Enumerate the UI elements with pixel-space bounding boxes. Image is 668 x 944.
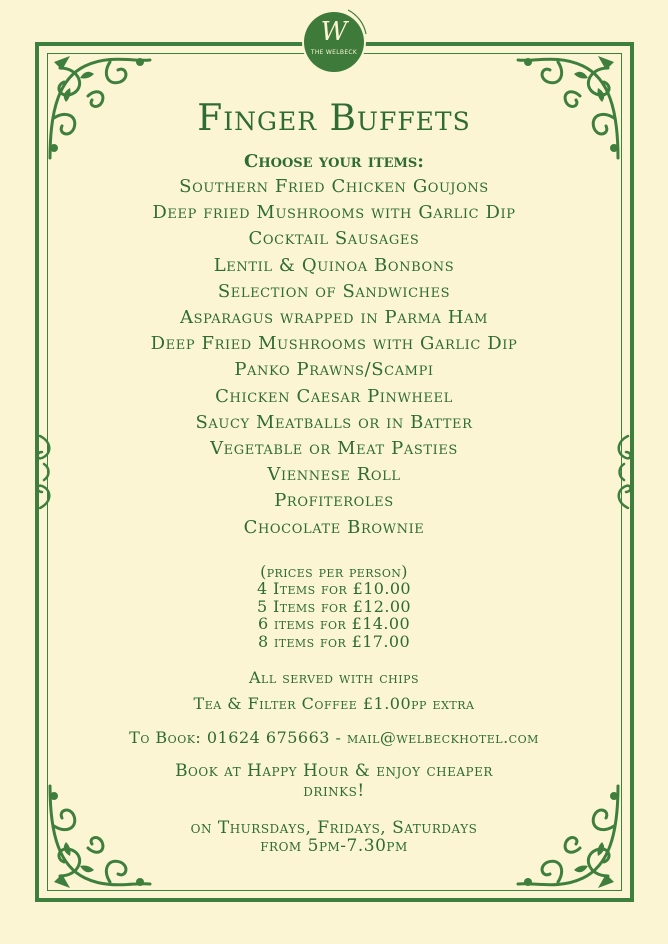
served-note: All served with chips — [248, 668, 420, 688]
opening-days — [60, 819, 608, 855]
price-tier: 5 Items for £12.00 — [256, 596, 412, 616]
tea-coffee-note: Tea & Filter Coffee £1.00pp extra — [193, 694, 475, 714]
price-tier: 6 items for £14.00 — [257, 614, 411, 634]
price-tier: 4 Items for £10.00 — [256, 579, 412, 599]
price-list — [60, 563, 608, 651]
menu-content — [60, 96, 608, 855]
menu-item: Asparagus wrapped in Parma Ham — [180, 307, 488, 329]
price-heading: (prices per person) — [260, 561, 408, 581]
happy-hour-line: Book at Happy Hour & enjoy cheaper — [175, 761, 493, 782]
days-line: on Thursdays, Fridays, Saturdays — [190, 818, 478, 839]
menu-item: Panko Prawns/Scampi — [234, 359, 434, 381]
welbeck-logo — [304, 12, 364, 72]
subtitle: Choose your items: — [244, 151, 424, 172]
menu-item-list — [60, 174, 608, 541]
menu-item: Lentil & Quinoa Bonbons — [213, 254, 455, 276]
menu-item: Profiteroles — [274, 490, 394, 512]
happy-hour-note — [60, 761, 608, 801]
menu-item: Chocolate Brownie — [243, 516, 425, 538]
side-scroll-icon — [610, 432, 634, 512]
booking-info: To Book: 01624 675663 - mail@welbeckhotel.com — [129, 728, 539, 748]
side-scroll-icon — [34, 432, 58, 512]
menu-item: Southern Fried Chicken Goujons — [179, 176, 489, 197]
logo-letter: W — [320, 17, 348, 47]
page-title: Finger Buffets — [197, 98, 471, 139]
menu-item: Viennese Roll — [267, 464, 401, 486]
menu-item: Vegetable or Meat Pasties — [210, 438, 458, 460]
menu-item: Deep Fried Mushrooms with Garlic Dip — [150, 333, 518, 355]
logo-name: THE WELBECK — [310, 49, 358, 56]
menu-item: Chicken Caesar Pinwheel — [215, 385, 453, 407]
menu-item: Selection of Sandwiches — [217, 280, 451, 302]
menu-item: Saucy Meatballs or in Batter — [195, 411, 473, 433]
menu-item: Cocktail Sausages — [248, 228, 420, 250]
happy-hour-line: drinks! — [303, 781, 365, 802]
price-tier: 8 items for £17.00 — [257, 631, 411, 651]
menu-item: Deep fried Mushrooms with Garlic Dip — [152, 202, 516, 224]
hours-line: from 5pm-7.30pm — [260, 836, 408, 857]
